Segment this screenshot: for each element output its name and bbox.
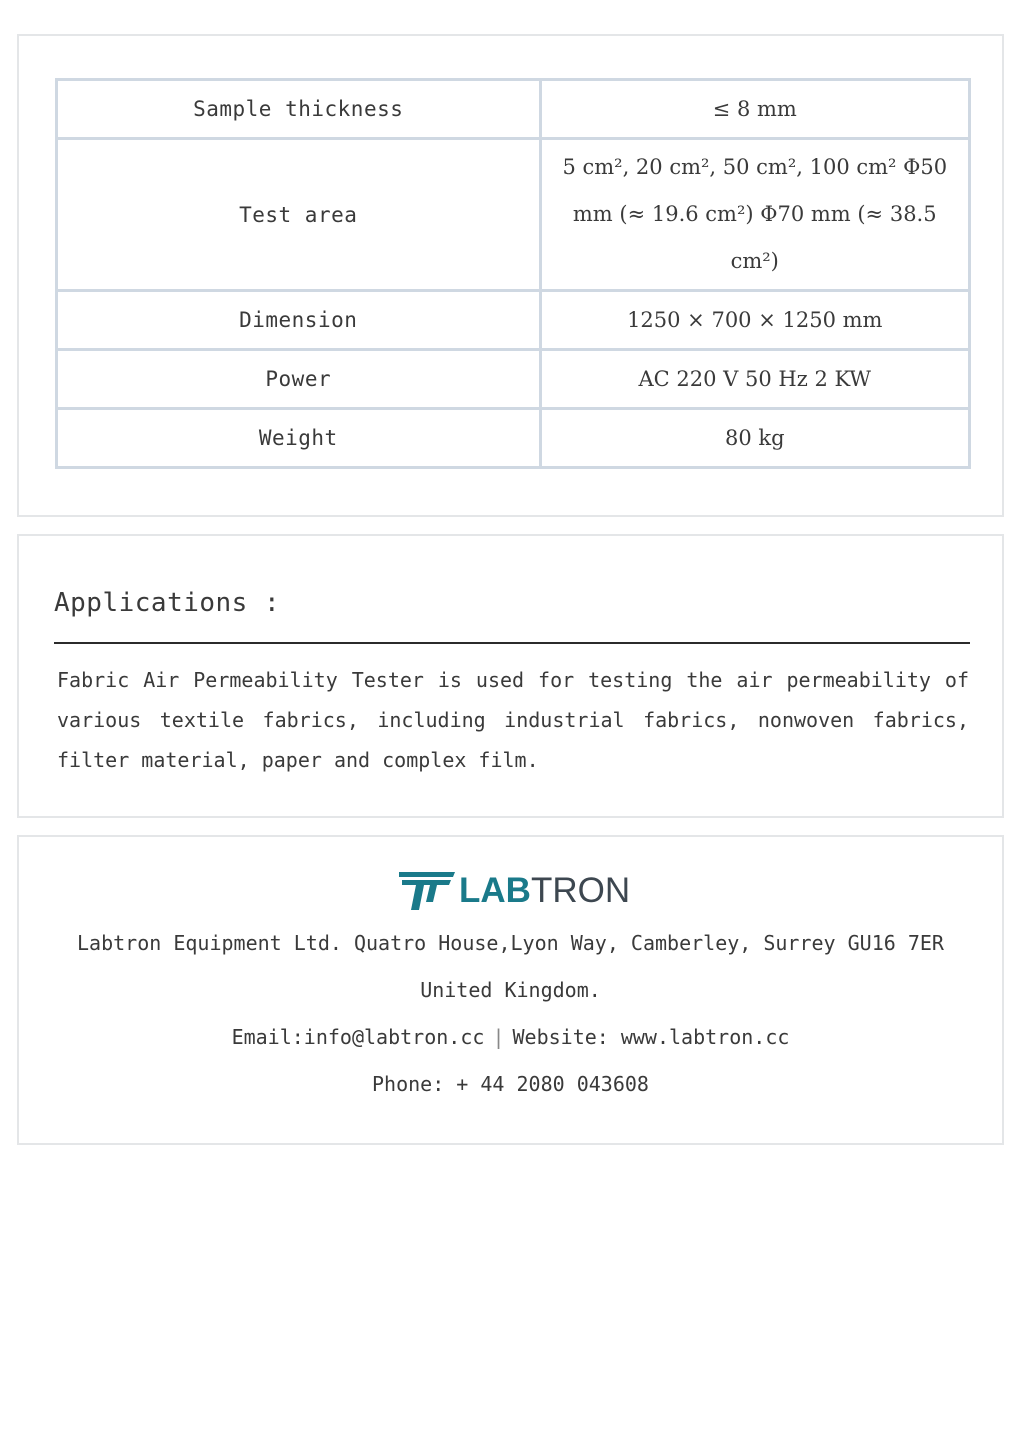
labtron-logo[interactable] xyxy=(397,870,630,912)
spec-label: Dimension xyxy=(57,291,541,350)
contact-footer-card xyxy=(17,835,1004,1145)
contact-line xyxy=(19,1025,1002,1049)
table-row xyxy=(57,409,970,468)
company-country: United Kingdom. xyxy=(420,978,601,1002)
spec-label: Power xyxy=(57,350,541,409)
logo-tron-text: TRON xyxy=(530,871,631,910)
table-row xyxy=(57,80,970,139)
spec-value: AC 220 V 50 Hz 2 KW xyxy=(540,350,970,409)
website-link[interactable]: Website: www.labtron.cc xyxy=(512,1025,790,1049)
spec-label: Test area xyxy=(57,139,541,291)
spec-label: Weight xyxy=(57,409,541,468)
applications-description: Fabric Air Permeability Tester is used for testing the air permeability of various textile fabrics, including industrial fabrics, nonwoven fabrics, filter material, paper and complex film. xyxy=(57,668,969,772)
spec-value: 5 cm², 20 cm², 50 cm², 100 cm² Φ50 mm (≈ 19.6 cm²) Φ70 mm (≈ 38.5 cm²) xyxy=(540,139,970,291)
contact-separator: | xyxy=(492,1025,505,1049)
logo-wordmark xyxy=(459,870,630,912)
spec-value: 1250 × 700 × 1250 mm xyxy=(540,291,970,350)
table-row xyxy=(57,139,970,291)
spec-value: ≤ 8 mm xyxy=(540,80,970,139)
specifications-table xyxy=(55,78,971,469)
specifications-card xyxy=(17,34,1004,517)
labtron-logo-mark-icon xyxy=(397,870,457,912)
spec-label: Sample thickness xyxy=(57,80,541,139)
phone-number: Phone: + 44 2080 043608 xyxy=(372,1072,649,1096)
applications-card xyxy=(17,534,1004,818)
table-row xyxy=(57,350,970,409)
email-link[interactable]: Email:info@labtron.cc xyxy=(231,1025,485,1049)
company-address: Labtron Equipment Ltd. Quatro House,Lyon Way, Camberley, Surrey GU16 7ER xyxy=(77,931,944,955)
spec-value: 80 kg xyxy=(540,409,970,468)
applications-heading: Applications : xyxy=(54,588,281,618)
table-row xyxy=(57,291,970,350)
logo-lab-text: LAB xyxy=(459,871,531,910)
heading-divider xyxy=(54,642,970,644)
